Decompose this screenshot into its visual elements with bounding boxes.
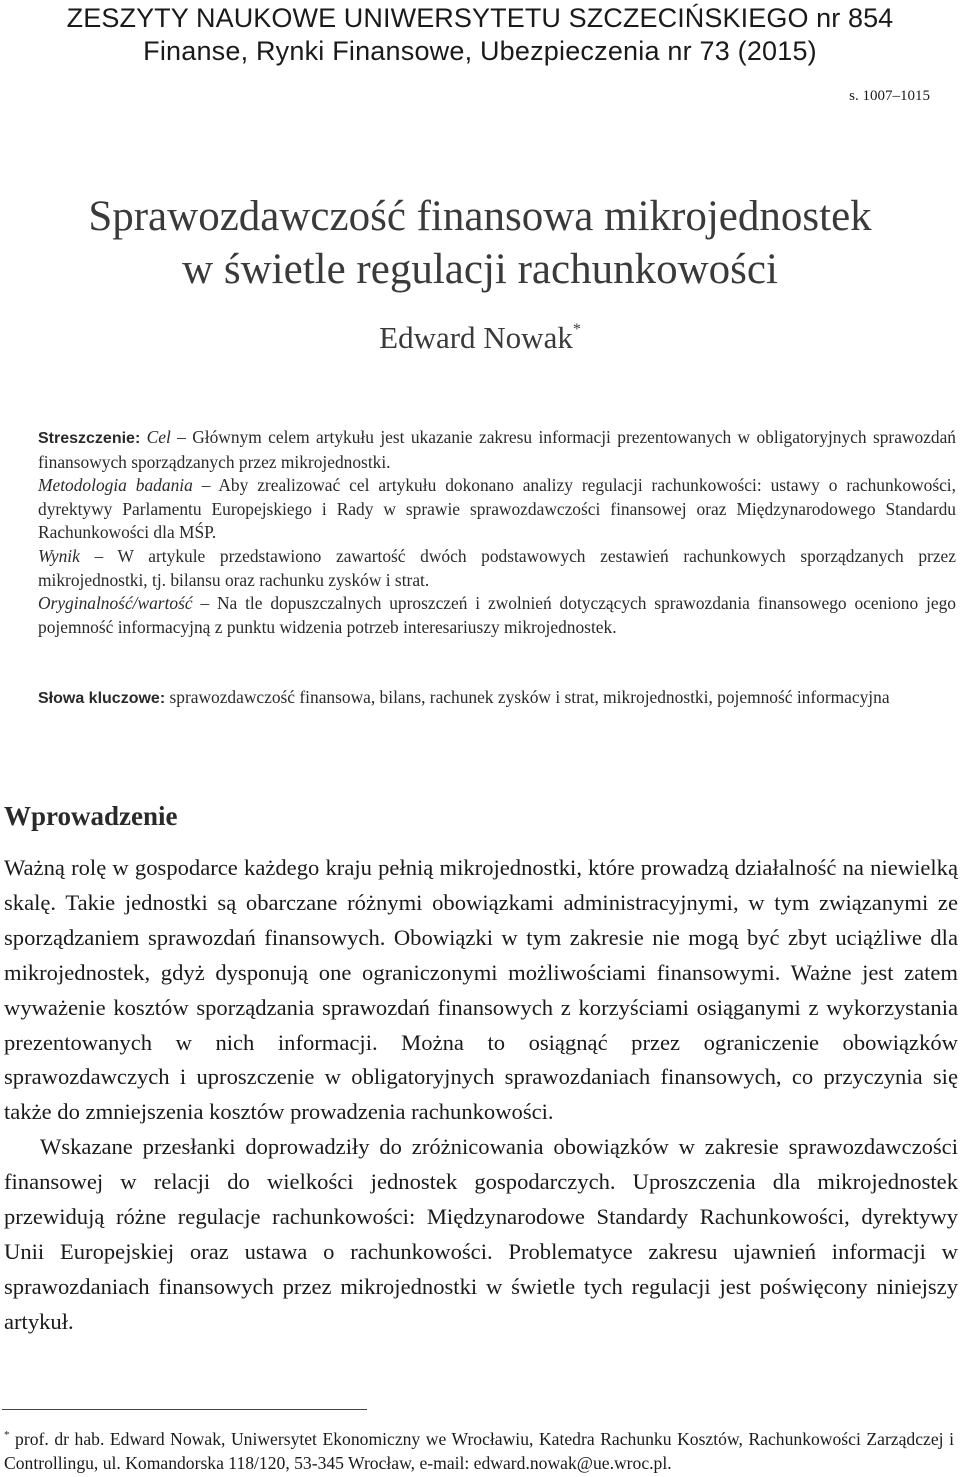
abstract-label: Streszczenie:	[38, 430, 141, 447]
abstract-oryginalnosc-text: – Na tle dopuszczalnych uproszczeń i zwolnień dotyczących sprawozdania finansowego oceniono jego pojemność informacyjną z punktu widzenia potrzeb interesariuszy mikrojednostek.	[38, 593, 956, 637]
abstract-cel-text: – Głównym celem artykułu jest ukazanie zakresu informacji prezentowanych w obligatoryjnych sprawozdań finansowych sporządzanych przez mikrojednostki.	[38, 427, 957, 472]
footnote-mark: *	[4, 1429, 10, 1441]
author-footnote-mark: *	[572, 321, 581, 338]
author-name: Edward Nowak	[379, 320, 573, 355]
abstract-metodologia-label: Metodologia badania	[38, 475, 193, 496]
abstract-cel	[38, 426, 956, 474]
abstract-wynik-label: Wynik	[38, 545, 80, 566]
author	[0, 320, 960, 356]
abstract-oryginalnosc	[38, 592, 956, 639]
keywords	[38, 685, 956, 711]
journal-header	[0, 2, 960, 68]
keywords-label: Słowa kluczowe:	[38, 690, 166, 707]
abstract	[38, 426, 956, 639]
article-title	[0, 190, 960, 296]
journal-name: ZESZYTY NAUKOWE UNIWERSYTETU SZCZECIŃSKIEGO nr 854	[66, 3, 894, 33]
footnote	[4, 1423, 954, 1475]
abstract-wynik	[38, 545, 956, 592]
journal-series: Finanse, Rynki Finansowe, Ubezpieczenia nr 73 (2015)	[143, 36, 817, 66]
section-heading: Wprowadzenie	[4, 801, 178, 831]
article-title-line-2: w świetle regulacji rachunkowości	[182, 246, 778, 293]
body-paragraph-2: Wskazane przesłanki doprowadziły do zróżnicowania obowiązków w zakresie sprawozdawczości finansowej w relacji do wielkości jednostek gospodarczych. Uproszczenia dla mikrojednostek przewidują różne regulacje rachunkowości: Międzynarodowe Standardy Rachunkowości, dyrektywy Unii Europejskiej oraz ustawa o rachunkowości. Problematyce zakresu ujawnień informacji w sprawozdaniach finansowych przez mikrojednostki w świetle tych regulacji jest poświęcony niniejszy artykuł.	[4, 1134, 958, 1334]
footnote-text: prof. dr hab. Edward Nowak, Uniwersytet Ekonomiczny we Wrocławiu, Katedra Rachunku Kosztów, Rachunkowości Zarządczej i Controllingu, ul. Komandorska 118/120, 53-345 Wrocław, e-mail: edward.nowak@ue.wroc.pl.	[4, 1429, 954, 1473]
abstract-oryginalnosc-label: Oryginalność/wartość	[38, 593, 193, 614]
section-body	[4, 851, 958, 1340]
abstract-metodologia	[38, 474, 956, 545]
article-title-line-1: Sprawozdawczość finansowa mikrojednostek	[88, 193, 872, 240]
footnote-divider	[2, 1409, 367, 1410]
abstract-metodologia-text: – Aby zrealizować cel artykułu dokonano analizy regulacji rachunkowości: ustawy o rachunkowości, dyrektywy Parlamentu Europejskiego i Rady w sprawie sprawozdawczości finansowej oraz Międzynarodowego Standardu Rachunkowości dla MŚP.	[38, 475, 956, 543]
abstract-cel-label: Cel	[146, 427, 171, 447]
page-range: s. 1007–1015	[849, 88, 930, 104]
body-paragraph-1: Ważną rolę w gospodarce każdego kraju pełnią mikrojednostki, które prowadzą działalność na niewielką skalę. Takie jednostki są obarczane różnymi obowiązkami administracyjnymi, w tym związanymi ze sporządzaniem sprawozdań finansowych. Obowiązki w tym zakresie nie mogą być zbyt uciążliwe dla mikrojednostek, gdyż dysponują one ograniczonymi możliwościami finansowymi. Ważne jest zatem wyważenie kosztów sporządzania sprawozdań finansowych z korzyściami osiąganymi z wykorzystania prezentowanych w nich informacji. Można to osiągnąć przez ograniczenie obowiązków sprawozdawczych i uproszczenie w obligatoryjnych sprawozdaniach finansowych, co przyczynia się także do zmniejszenia kosztów prowadzenia rachunkowości.	[4, 855, 958, 1125]
abstract-wynik-text: – W artykule przedstawiono zawartość dwóch podstawowych zestawień rachunkowych sporządzanych przez mikrojednostki, tj. bilansu oraz rachunku zysków i strat.	[38, 545, 956, 590]
keywords-text: sprawozdawczość finansowa, bilans, rachunek zysków i strat, mikrojednostki, pojemność informacyjna	[165, 687, 890, 707]
